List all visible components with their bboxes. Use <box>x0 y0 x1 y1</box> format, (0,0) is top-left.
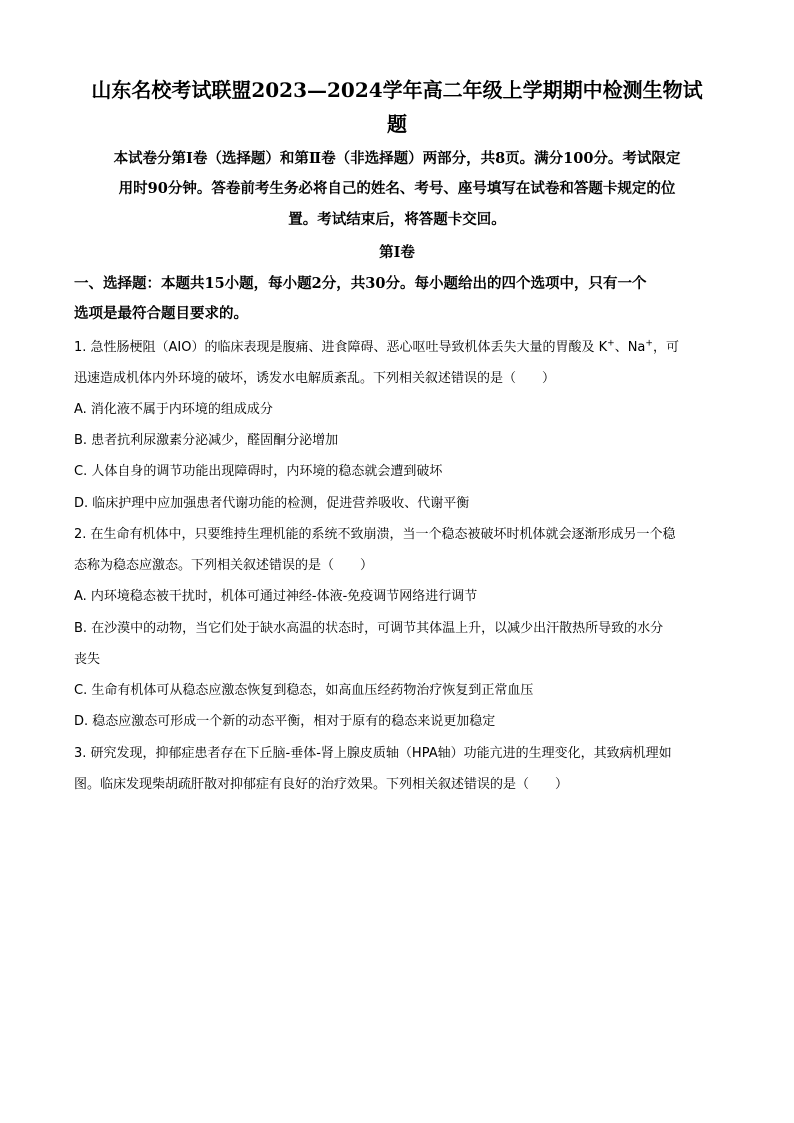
intro-line1: 本试卷分第Ⅰ卷（选择题）和第Ⅱ卷（非选择题）两部分，共8页。满分100分。考试限定 <box>113 150 681 167</box>
question-3-stem-line1: 3. 研究发现，抑郁症患者存在下丘脑-垂体-肾上腺皮质轴（HPA轴）功能亢进的生理变化，其致病机理如 <box>74 746 672 761</box>
intro-line2: 用时90分钟。答卷前考生务必将自己的姓名、考号、座号填写在试卷和答题卡规定的位 <box>118 180 676 197</box>
question-2-option-c: C. 生命有机体可从稳态应激态恢复到稳态，如高血压经药物治疗恢复到正常血压 <box>74 683 534 698</box>
section-heading-line1: 一、选择题：本题共15小题，每小题2分，共30分。每小题给出的四个选项中，只有一个 <box>74 275 647 292</box>
exam-title-line2: 题 <box>387 112 407 136</box>
section-heading-line2: 选项是最符合题目要求的。 <box>74 305 248 322</box>
q1-text-b: 、Na <box>614 340 646 355</box>
q1-sup-k: + <box>607 338 615 349</box>
question-1-stem-line1 <box>74 332 720 363</box>
question-2-stem-line2: 态称为稳态应激态。下列相关叙述错误的是（ ） <box>74 558 374 573</box>
intro-line3: 置。考试结束后，将答题卡交回。 <box>288 211 506 228</box>
question-1-option-b: B. 患者抗利尿激素分泌减少，醛固酮分泌增加 <box>74 433 339 448</box>
question-1-option-a: A. 消化液不属于内环境的组成成分 <box>74 402 273 417</box>
question-2-option-b-cont: 丧失 <box>74 652 101 667</box>
volume-label: 第Ⅰ卷 <box>379 244 415 261</box>
question-2-option-a: A. 内环境稳态被干扰时，机体可通过神经-体液-免疫调节网络进行调节 <box>74 589 478 604</box>
exam-title-line1: 山东名校考试联盟2023—2024学年高二年级上学期期中检测生物试 <box>91 78 703 102</box>
question-2-stem-line1: 2. 在生命有机体中，只要维持生理机能的系统不致崩溃，当一个稳态被破坏时机体就会逐渐形成另一个稳 <box>74 527 676 542</box>
question-2-option-b: B. 在沙漠中的动物，当它们处于缺水高温的状态时，可调节其体温上升，以减少出汗散热所导致的水分 <box>74 621 664 636</box>
question-3-stem-line2: 图。临床发现柴胡疏肝散对抑郁症有良好的治疗效果。下列相关叙述错误的是（ ） <box>74 777 569 792</box>
q1-text-a: 1. 急性肠梗阻（AIO）的临床表现是腹痛、进食障碍、恶心呕吐导致机体丢失大量的胃酸及 K <box>74 340 608 355</box>
question-1-option-c: C. 人体自身的调节功能出现障碍时，内环境的稳态就会遭到破坏 <box>74 464 443 479</box>
question-1-stem-line2: 迅速造成机体内外环境的破坏，诱发水电解质紊乱。下列相关叙述错误的是（ ） <box>74 371 556 386</box>
q1-sup-na: + <box>645 338 653 349</box>
q1-text-c: ，可 <box>652 340 679 355</box>
question-1-option-d: D. 临床护理中应加强患者代谢功能的检测，促进营养吸收、代谢平衡 <box>74 496 470 511</box>
question-2-option-d: D. 稳态应激态可形成一个新的动态平衡，相对于原有的稳态来说更加稳定 <box>74 714 496 729</box>
